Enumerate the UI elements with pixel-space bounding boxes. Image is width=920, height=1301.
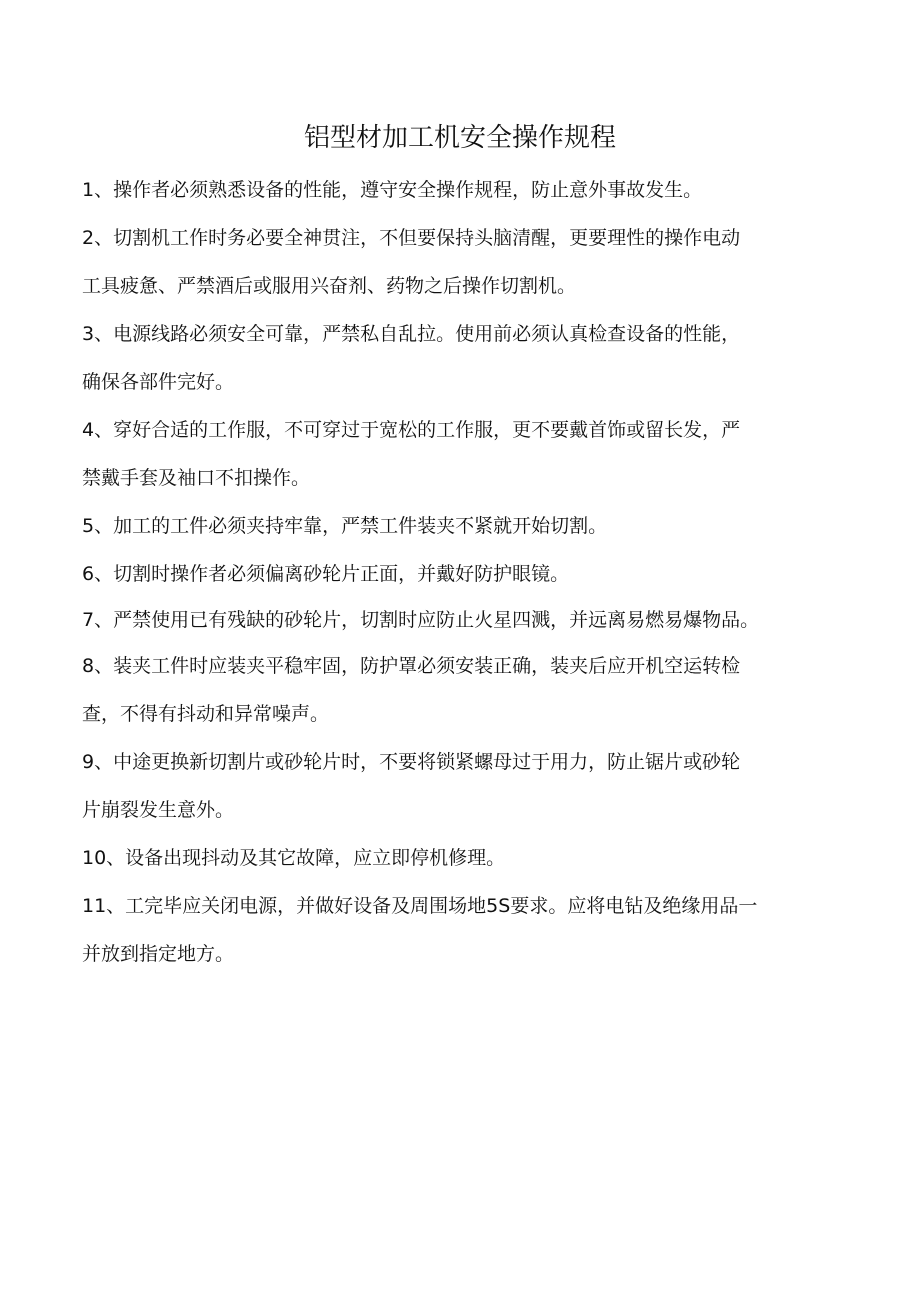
rule-line: 3、电源线路必须安全可靠，严禁私自乱拉。使用前必须认真检查设备的性能，	[82, 323, 741, 345]
rule-line: 确保各部件完好。	[82, 371, 235, 393]
rule-item-1	[82, 166, 852, 214]
rule-line: 1、操作者必须熟悉设备的性能，遵守安全操作规程，防止意外事故发生。	[82, 179, 703, 201]
rule-line: 查，不得有抖动和异常噪声。	[82, 703, 330, 725]
rule-line: 11、工完毕应关闭电源，并做好设备及周围场地5S要求。应将电钻及绝缘用品一	[82, 895, 758, 917]
rule-item-10	[82, 834, 852, 882]
rule-line: 并放到指定地方。	[82, 943, 235, 965]
rule-item-9	[82, 738, 852, 834]
rule-line: 9、中途更换新切割片或砂轮片时，不要将锁紧螺母过于用力，防止锯片或砂轮	[82, 751, 741, 773]
rule-line: 5、加工的工件必须夹持牢靠，严禁工件装夹不紧就开始切割。	[82, 515, 608, 537]
rule-line: 7、严禁使用已有残缺的砂轮片，切割时应防止火星四溅，并远离易燃易爆物品。	[82, 609, 760, 631]
rule-item-8	[82, 642, 852, 738]
rule-item-6	[82, 550, 852, 598]
rule-line: 2、切割机工作时务必要全神贯注，不但要保持头脑清醒，更要理性的操作电动	[82, 227, 741, 249]
rule-line: 工具疲惫、严禁酒后或服用兴奋剂、药物之后操作切割机。	[82, 275, 577, 297]
rules-list	[82, 166, 852, 978]
rule-line: 10、设备出现抖动及其它故障，应立即停机修理。	[82, 847, 506, 869]
rule-line: 禁戴手套及袖口不扣操作。	[82, 467, 311, 489]
rule-line: 片崩裂发生意外。	[82, 799, 235, 821]
rule-item-3	[82, 310, 852, 406]
rule-line: 6、切割时操作者必须偏离砂轮片正面，并戴好防护眼镜。	[82, 563, 570, 585]
document-title: 铝型材加工机安全操作规程	[303, 123, 616, 153]
rule-item-2	[82, 214, 852, 310]
rule-item-4	[82, 406, 852, 502]
rule-item-11	[82, 882, 852, 978]
rule-item-7	[82, 598, 852, 642]
rule-item-5	[82, 502, 852, 550]
rule-line: 4、穿好合适的工作服，不可穿过于宽松的工作服，更不要戴首饰或留长发，严	[82, 419, 741, 441]
rule-line: 8、装夹工件时应装夹平稳牢固，防护罩必须安装正确，装夹后应开机空运转检	[82, 655, 741, 677]
